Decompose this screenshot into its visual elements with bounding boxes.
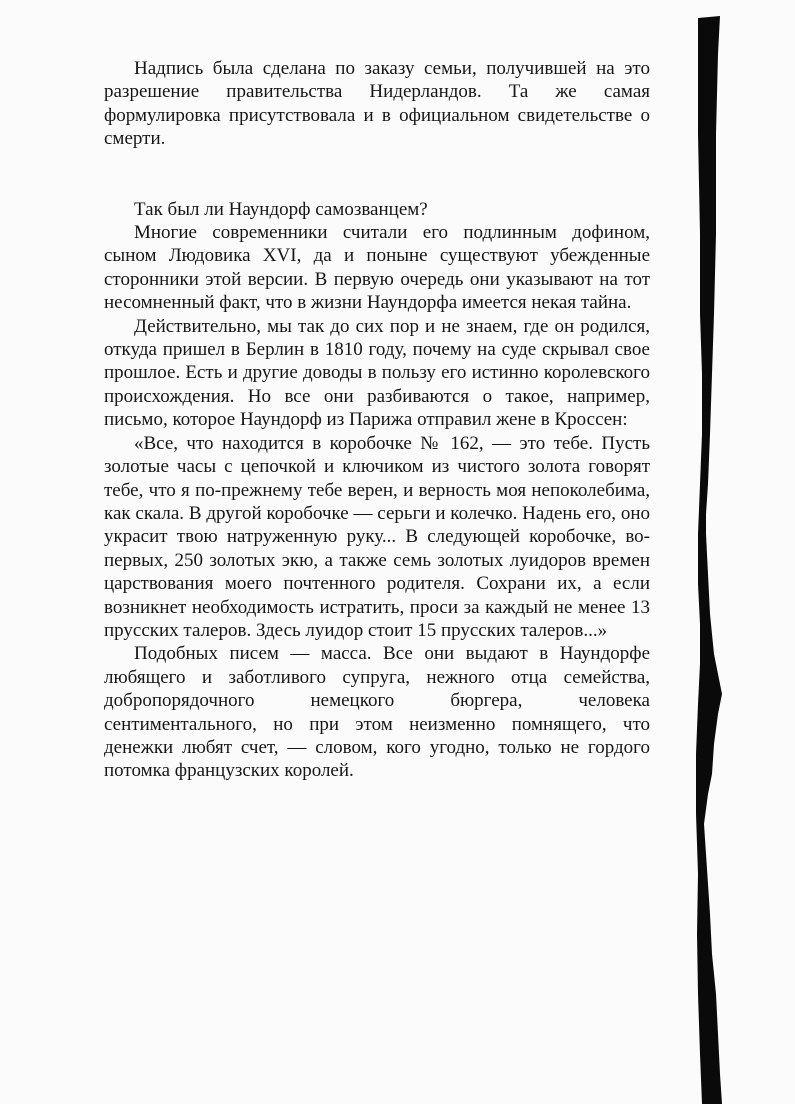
paragraph-letter-quote: «Все, что находится в коробочке № 162, — это тебе. Пусть золотые часы с цепочкой и ключиком из чистого золота говорят тебе, что я по-прежнему тебе верен, и верность моя непоколебима, как скала. В другой коробочке — серьги и колечко. Надень его, оно украсит твою натруженную руку... В следующей коробочке, во-первых, 250 золотых экю, а также семь золотых луидоров времен царствования моего почтенного родителя. Сохрани их, а если возникнет необходимость истратить, проси за каждый не менее 13 прусских талеров. Здесь луидор стоит 15 прусских талеров...»	[104, 432, 650, 641]
paragraph-origin: Действительно, мы так до сих пор и не знаем, где он родился, откуда пришел в Берлин в 1810 году, почему на суде скрывал свое прошлое. Есть и другие доводы в пользу его истинно королевского происхождения. Но все они разбиваются о такое, например, письмо, которое Наундорф из Парижа отправил жене в Кроссен:	[104, 315, 650, 431]
page-text	[104, 57, 650, 783]
section-break	[104, 151, 650, 198]
paragraph-question: Так был ли Наундорф самозванцем?	[134, 198, 428, 220]
paragraph-contemporaries: Многие современники считали его подлинным дофином, сыном Людовика XVI, да и поныне существуют убежденные сторонники этой версии. В первую очередь они указывают на тот несомненный факт, что в жизни Наундорфа имеется некая тайна.	[104, 222, 650, 314]
paragraph-conclusion: Подобных писем — масса. Все они выдают в Наундорфе любящего и заботливого супруга, нежного отца семейства, добропорядочного немецкого бюргера, человека сентиментального, но при этом неизменно помнящего, что денежки любят счет, — словом, кого угодно, только не гордого потомка французских королей.	[104, 643, 650, 782]
paragraph-inscription: Надпись была сделана по заказу семьи, получившей на это разрешение правительства Нидерландов. Та же самая формулировка присутствовала и в официальном свидетельстве о смерти.	[104, 58, 650, 150]
scan-edge-shadow-graphic	[694, 14, 734, 1104]
scan-edge-shadow	[694, 14, 734, 1104]
